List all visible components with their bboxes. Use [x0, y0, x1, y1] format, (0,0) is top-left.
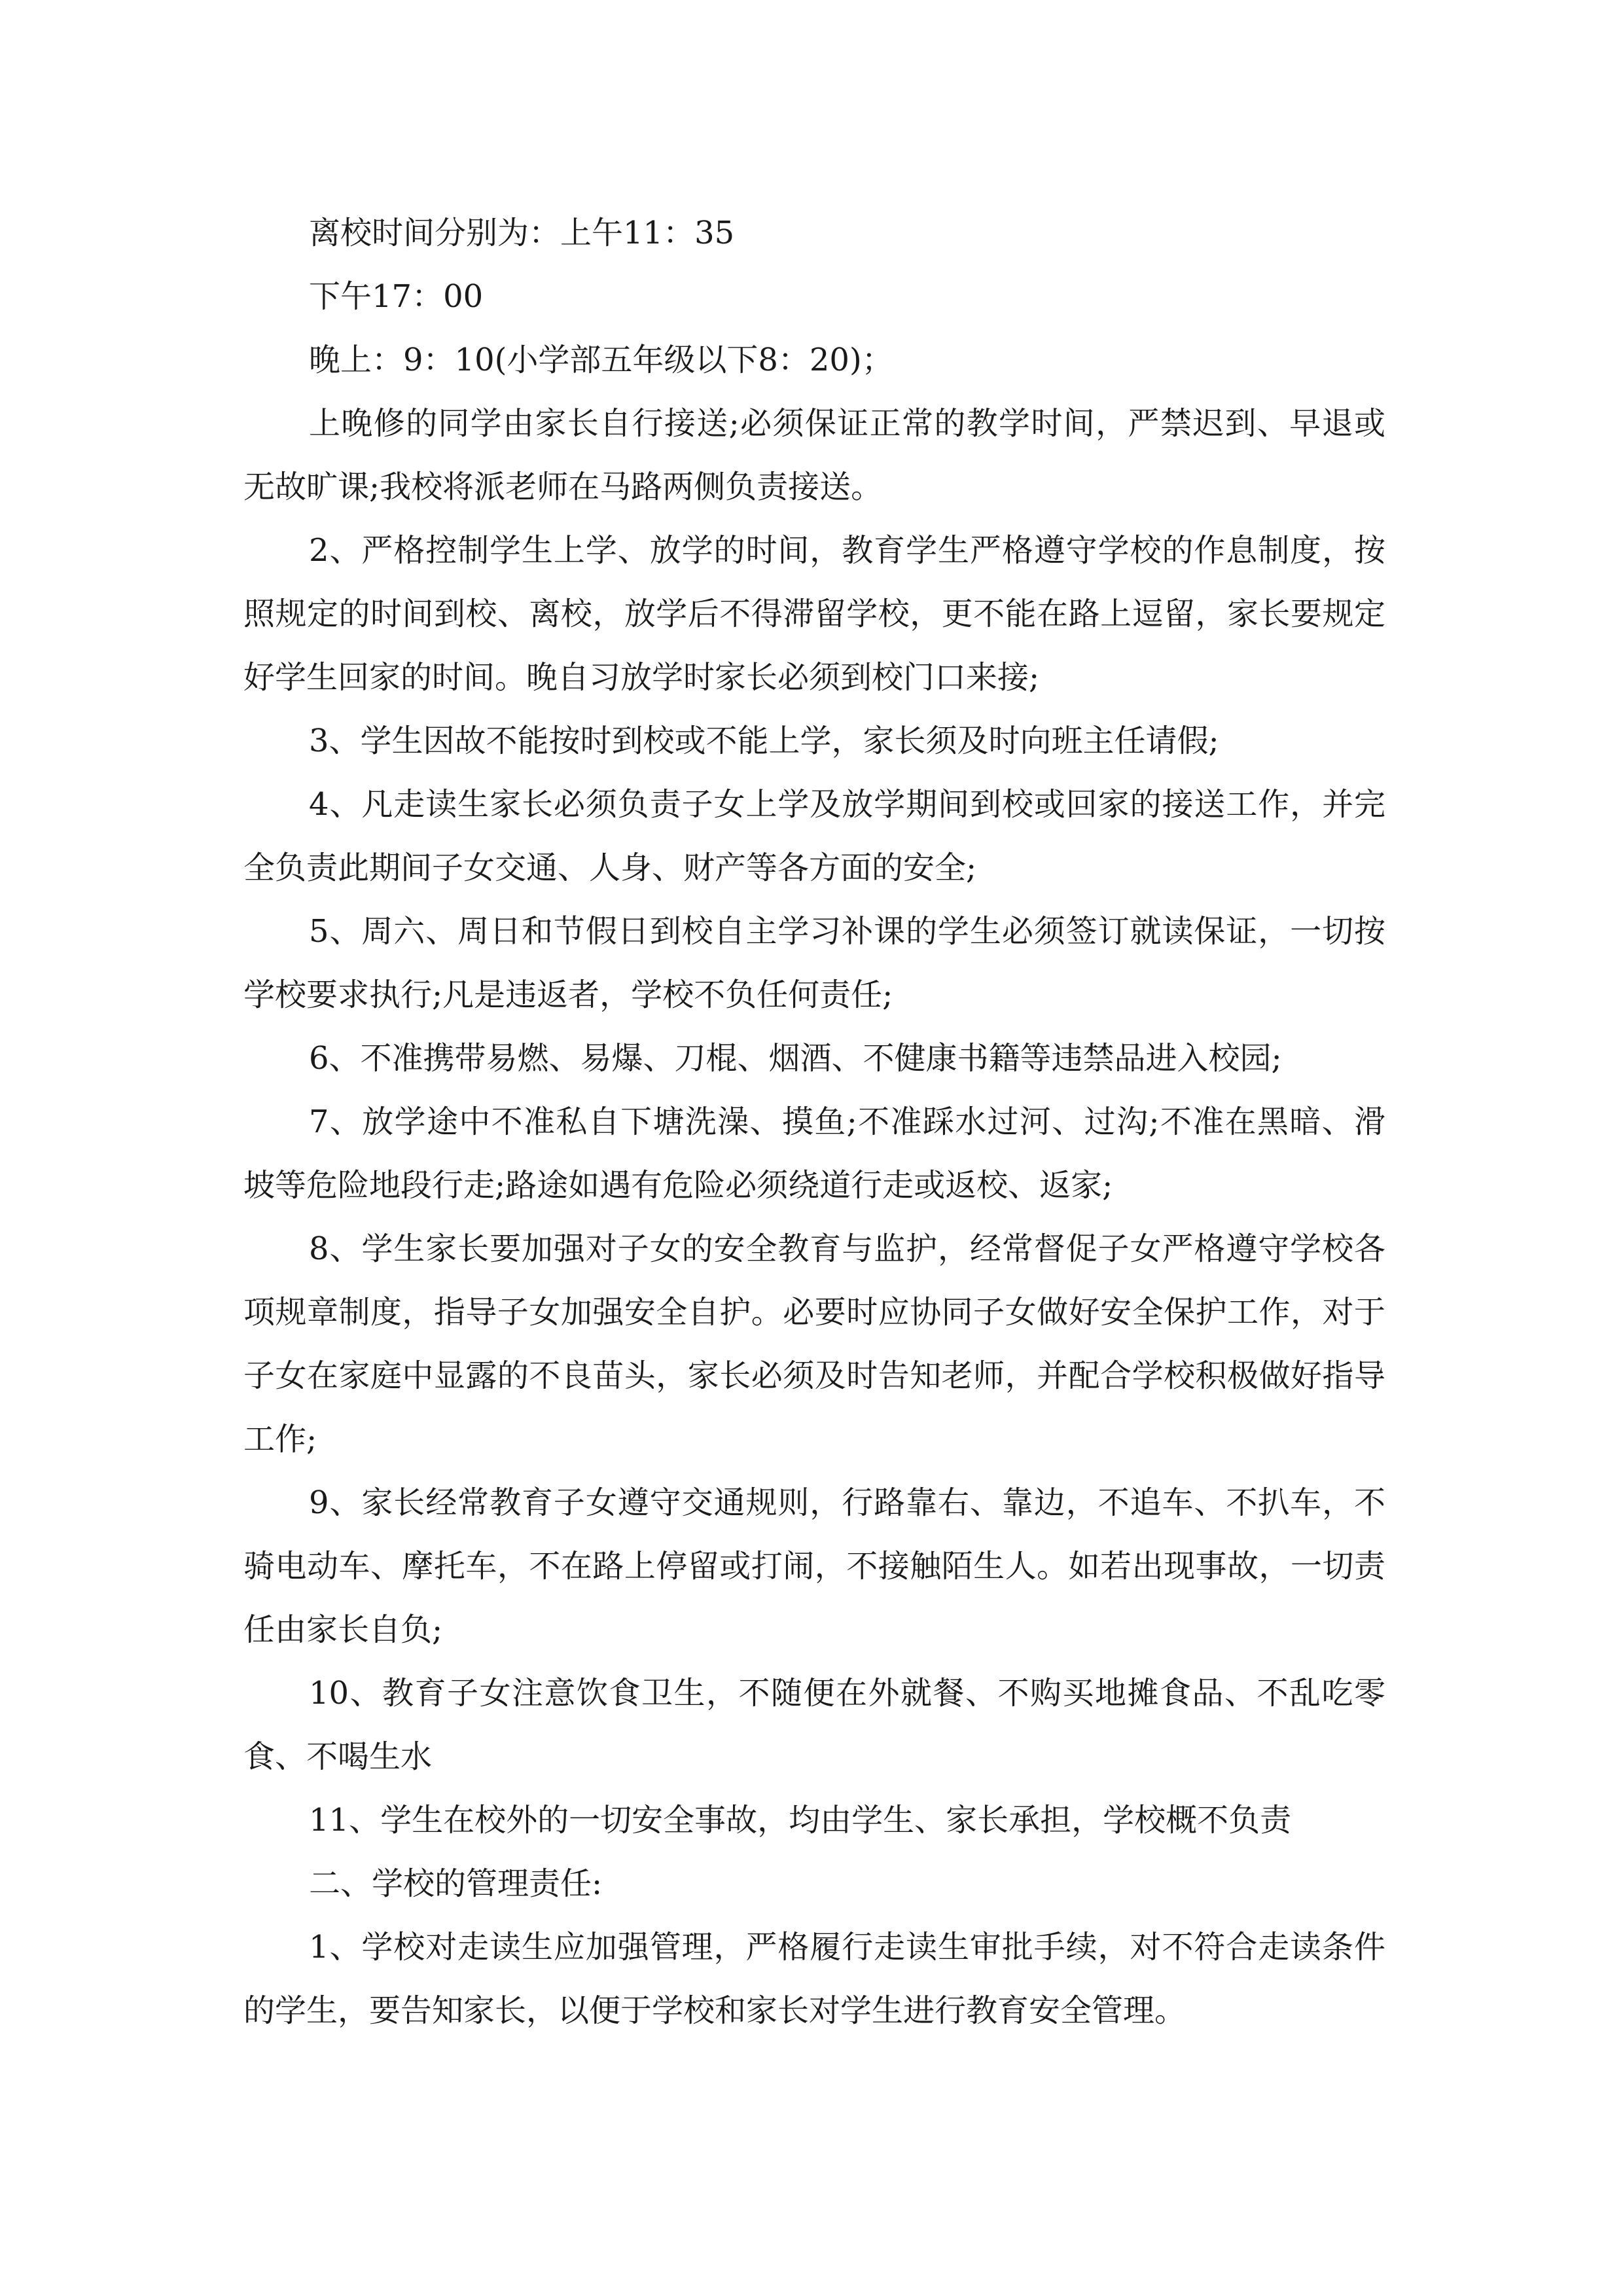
paragraph-afternoon-time: 下午17：00 — [309, 278, 484, 315]
paragraph-evening-study: 上晚修的同学由家长自行接送;必须保证正常的教学时间，严禁迟到、早退或无故旷课;我校将派老师在马路两侧负责接送。 — [243, 405, 1385, 505]
paragraph-item-5: 5、周六、周日和节假日到校自主学习补课的学生必须签订就读保证，一切按学校要求执行;凡是违返者，学校不负任何责任; — [243, 913, 1385, 1013]
paragraph-leave-time: 离校时间分别为：上午11：35 — [309, 215, 735, 251]
paragraph-item-6: 6、不准携带易燃、易爆、刀棍、烟酒、不健康书籍等违禁品进入校园; — [309, 1040, 1282, 1077]
paragraph-item-11: 11、学生在校外的一切安全事故，均由学生、家长承担，学校概不负责 — [309, 1802, 1292, 1839]
paragraph-item-9: 9、家长经常教育子女遵守交通规则，行路靠右、靠边，不追车、不扒车，不骑电动车、摩托车，不在路上停留或打闹，不接触陌生人。如若出现事故，一切责任由家长自负; — [243, 1484, 1385, 1648]
paragraph-evening-time: 晚上：9：10(小学部五年级以下8：20)； — [309, 342, 893, 378]
paragraph-item-7: 7、放学途中不准私自下塘洗澡、摸鱼;不准踩水过河、过沟;不准在黑暗、滑坡等危险地段行走;路途如遇有危险必须绕道行走或返校、返家; — [243, 1103, 1385, 1204]
paragraph-item-8: 8、学生家长要加强对子女的安全教育与监护，经常督促子女严格遵守学校各项规章制度，指导子女加强安全自护。必要时应协同子女做好安全保护工作，对于子女在家庭中显露的不良苗头，家长必须及时告知老师，并配合学校积极做好指导工作; — [243, 1230, 1385, 1458]
paragraph-item-3: 3、学生因故不能按时到校或不能上学，家长须及时向班主任请假; — [309, 723, 1219, 759]
paragraph-item-2: 2、严格控制学生上学、放学的时间，教育学生严格遵守学校的作息制度，按照规定的时间到校、离校，放学后不得滞留学校，更不能在路上逗留，家长要规定好学生回家的时间。晚自习放学时家长必须到校门口来接; — [243, 532, 1385, 696]
paragraph-school-item-1: 1、学校对走读生应加强管理，严格履行走读生审批手续，对不符合走读条件的学生，要告知家长，以便于学校和家长对学生进行教育安全管理。 — [243, 1929, 1385, 2029]
document-body — [243, 202, 1385, 2043]
paragraph-item-4: 4、凡走读生家长必须负责子女上学及放学期间到校或回家的接送工作，并完全负责此期间子女交通、人身、财产等各方面的安全; — [243, 786, 1385, 886]
section-heading-school-responsibility: 二、学校的管理责任: — [309, 1865, 603, 1902]
paragraph-item-10: 10、教育子女注意饮食卫生，不随便在外就餐、不购买地摊食品、不乱吃零食、不喝生水 — [243, 1675, 1385, 1775]
